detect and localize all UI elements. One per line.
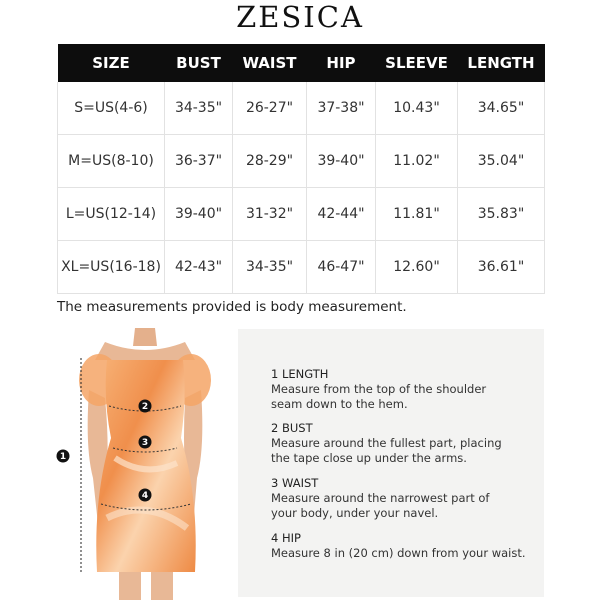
instruction-line: your body, under your navel. bbox=[271, 506, 439, 520]
marker-waist bbox=[139, 436, 152, 449]
cell-length: 35.83" bbox=[458, 188, 545, 241]
header-waist: WAIST bbox=[233, 44, 307, 82]
cell-bust: 42-43" bbox=[165, 241, 233, 294]
measurement-note: The measurements provided is body measurement. bbox=[57, 299, 407, 315]
size-chart-table bbox=[57, 44, 545, 294]
instruction-line: Measure around the fullest part, placing bbox=[271, 436, 502, 450]
table-row bbox=[58, 188, 545, 241]
cell-waist: 26-27" bbox=[233, 82, 307, 135]
cell-length: 36.61" bbox=[458, 241, 545, 294]
cell-bust: 39-40" bbox=[165, 188, 233, 241]
instruction-line: seam down to the hem. bbox=[271, 397, 408, 411]
instruction-title: 3 WAIST bbox=[271, 476, 319, 490]
left-leg bbox=[119, 568, 141, 600]
dress-body bbox=[96, 360, 195, 572]
svg-text:2: 2 bbox=[141, 402, 149, 412]
instruction-bust bbox=[271, 421, 502, 466]
cell-size: XL=US(16-18) bbox=[58, 241, 165, 294]
dress-measurement-figure bbox=[55, 328, 235, 600]
header-size: SIZE bbox=[58, 44, 165, 82]
instruction-line: Measure around the narrowest part of bbox=[271, 491, 490, 505]
header-bust: BUST bbox=[165, 44, 233, 82]
cell-waist: 31-32" bbox=[233, 188, 307, 241]
instruction-hip bbox=[271, 531, 526, 561]
instruction-title: 4 HIP bbox=[271, 531, 301, 545]
dress-illustration bbox=[55, 328, 235, 600]
cell-waist: 34-35" bbox=[233, 241, 307, 294]
cell-bust: 36-37" bbox=[165, 135, 233, 188]
cell-waist: 28-29" bbox=[233, 135, 307, 188]
cell-hip: 42-44" bbox=[307, 188, 376, 241]
instruction-waist bbox=[271, 476, 489, 521]
header-sleeve: SLEEVE bbox=[376, 44, 458, 82]
instruction-line: the tape close up under the arms. bbox=[271, 451, 467, 465]
cell-sleeve: 11.81" bbox=[376, 188, 458, 241]
instruction-line: Measure 8 in (20 cm) down from your waist. bbox=[271, 546, 526, 560]
marker-hip bbox=[139, 489, 152, 502]
table-header-row bbox=[58, 44, 545, 82]
svg-text:4: 4 bbox=[141, 491, 149, 501]
cell-length: 35.04" bbox=[458, 135, 545, 188]
cell-size: S=US(4-6) bbox=[58, 82, 165, 135]
neck-skin bbox=[133, 328, 157, 346]
right-leg bbox=[151, 568, 173, 600]
header-length: LENGTH bbox=[458, 44, 545, 82]
cell-length: 34.65" bbox=[458, 82, 545, 135]
cell-hip: 37-38" bbox=[307, 82, 376, 135]
cell-size: L=US(12-14) bbox=[58, 188, 165, 241]
instruction-line: Measure from the top of the shoulder bbox=[271, 382, 487, 396]
svg-text:3: 3 bbox=[141, 438, 149, 448]
cell-sleeve: 12.60" bbox=[376, 241, 458, 294]
cell-hip: 46-47" bbox=[307, 241, 376, 294]
instruction-title: 1 LENGTH bbox=[271, 367, 329, 381]
cell-bust: 34-35" bbox=[165, 82, 233, 135]
brand-logo: ZESICA bbox=[236, 0, 364, 34]
cell-size: M=US(8-10) bbox=[58, 135, 165, 188]
table-row bbox=[58, 135, 545, 188]
marker-length bbox=[57, 450, 70, 463]
marker-bust bbox=[139, 400, 152, 413]
instruction-title: 2 BUST bbox=[271, 421, 313, 435]
measurement-instructions-panel bbox=[238, 329, 544, 597]
instruction-length bbox=[271, 367, 486, 412]
cell-sleeve: 11.02" bbox=[376, 135, 458, 188]
cell-sleeve: 10.43" bbox=[376, 82, 458, 135]
cell-hip: 39-40" bbox=[307, 135, 376, 188]
svg-text:1: 1 bbox=[59, 452, 67, 462]
table-row bbox=[58, 82, 545, 135]
table-row bbox=[58, 241, 545, 294]
header-hip: HIP bbox=[307, 44, 376, 82]
